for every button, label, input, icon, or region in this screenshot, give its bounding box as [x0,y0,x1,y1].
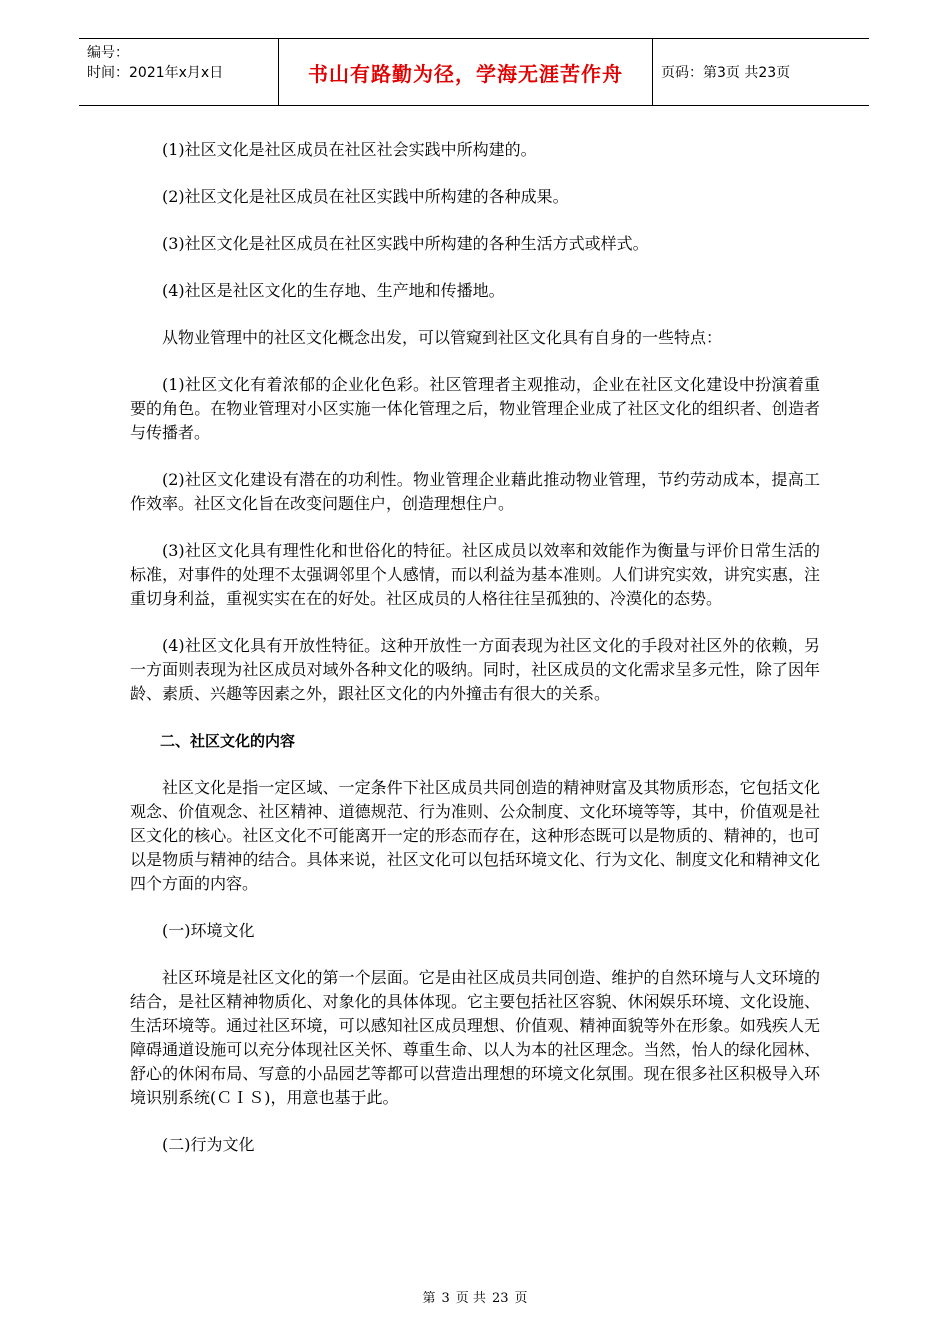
paragraph: (二)行为文化 [162,1135,255,1154]
footer-mid: 页 共 [455,1291,486,1306]
paragraph: (1)社区文化是社区成员在社区社会实践中所构建的。 [162,140,537,159]
paragraph: (4)社区文化具有开放性特征。这种开放性一方面表现为社区文化的手段对社区外的依赖，另一方面则表现为社区成员对域外各种文化的吸纳。同时，社区成员的文化需求呈多元性，除了因年龄、素质、兴趣等因素之外，跟社区文化的内外撞击有很大的关系。 [130,636,820,703]
paragraph: (2)社区文化建设有潜在的功利性。物业管理企业藉此推动物业管理，节约劳动成本，提高工作效率。社区文化旨在改变问题住户，创造理想住户。 [130,470,820,513]
page-footer [0,1287,950,1306]
paragraph: 从物业管理中的社区文化概念出发，可以管窥到社区文化具有自身的一些特点： [162,328,723,347]
paragraph: (1)社区文化有着浓郁的企业化色彩。社区管理者主观推动，企业在社区文化建设中扮演着重要的角色。在物业管理对小区实施一体化管理之后，物业管理企业成了社区文化的组织者、创造者与传播者。 [130,375,820,442]
paragraph: 社区文化是指一定区域、一定条件下社区成员共同创造的精神财富及其物质形态，它包括文化观念、价值观念、社区精神、道德规范、行为准则、公众制度、文化环境等等，其中，价值观是社区文化的核心。社区文化不可能离开一定的形态而存在，这种形态既可以是物质的、精神的，也可以是物质与精神的结合。具体来说，社区文化可以包括环境文化、行为文化、制度文化和精神文化四个方面的内容。 [130,778,820,893]
footer-page-number: 3 [441,1291,450,1306]
document-body [130,138,820,1180]
footer-prefix: 第 [422,1291,436,1306]
footer-page-total: 23 [491,1291,509,1306]
paragraph: (一)环境文化 [162,921,255,940]
header-meta [79,39,279,105]
paragraph: (3)社区文化具有理性化和世俗化的特征。社区成员以效率和效能作为衡量与评价日常生活的标准，对事件的处理不太强调邻里个人感情，而以利益为基本准则。人们讲究实效，讲究实惠，注重切身利益，重视实实在在的好处。社区成员的人格往往呈孤独的、冷漠化的态势。 [130,541,820,608]
section-heading: 二、社区文化的内容 [160,732,296,750]
paragraph: (2)社区文化是社区成员在社区实践中所构建的各种成果。 [162,187,569,206]
paragraph: (3)社区文化是社区成员在社区实践中所构建的各种生活方式或样式。 [162,234,649,253]
footer-suffix: 页 [514,1291,528,1306]
document-number-label: 编号： [87,45,129,61]
paragraph: (4)社区是社区文化的生存地、生产地和传播地。 [162,281,505,300]
document-time-label: 时间：2021年x月x日 [87,65,224,81]
header-page-info: 页码：第3页 共23页 [661,65,791,81]
paragraph: 社区环境是社区文化的第一个层面。它是由社区成员共同创造、维护的自然环境与人文环境的结合，是社区精神物质化、对象化的具体体现。它主要包括社区容貌、休闲娱乐环境、文化设施、生活环境等。通过社区环境，可以感知社区成员理想、价值观、精神面貌等外在形象。如残疾人无障碍通道设施可以充分体现社区关怀、尊重生命、以人为本的社区理念。当然，怡人的绿化园林、舒心的休闲布局、写意的小品园艺等都可以营造出理想的环境文化氛围。现在很多社区积极导入环境识别系统(ＣＩＳ)，用意也基于此。 [130,968,820,1107]
header-motto: 书山有路勤为径，学海无涯苦作舟 [279,39,653,105]
page-header [79,38,869,106]
